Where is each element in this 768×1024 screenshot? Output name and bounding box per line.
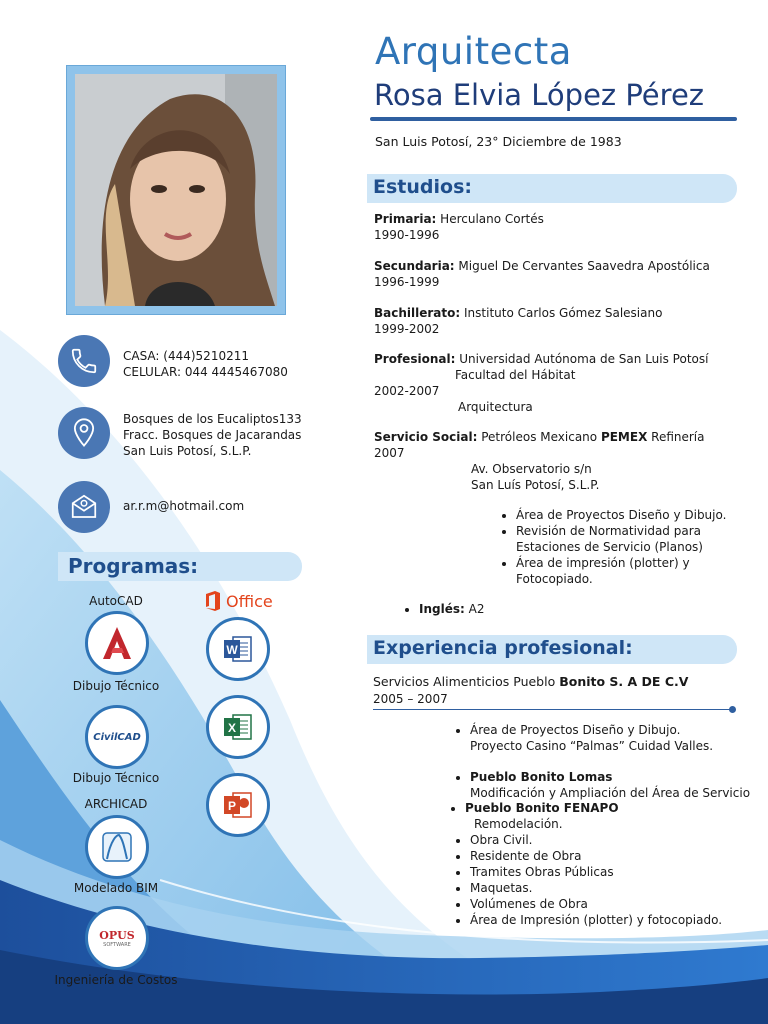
- experiencia-years: 2005 – 2007: [373, 692, 448, 706]
- archicad-label: ARCHICAD: [84, 797, 148, 811]
- location-pin-icon: [58, 407, 110, 459]
- company-name: Servicios Alimenticios Pueblo: [373, 674, 560, 689]
- address-line-3: San Luis Potosí, S.L.P.: [123, 444, 252, 458]
- profesional-entry: [374, 351, 708, 415]
- servicio-company: Petróleos Mexicano: [477, 430, 601, 444]
- bachillerato-school: Instituto Carlos Gómez Salesiano: [460, 306, 663, 320]
- estudios-header: [367, 174, 737, 203]
- powerpoint-icon: [221, 788, 255, 822]
- experiencia-title: Experiencia profesional:: [373, 637, 633, 659]
- profesional-label: Profesional:: [374, 352, 456, 366]
- list-item: • Área de impresión (plotter) y Fotocopiado.: [516, 555, 733, 587]
- lomas-title: Pueblo Bonito Lomas: [470, 770, 613, 784]
- word-logo: [206, 617, 270, 681]
- bachillerato-label: Bachillerato:: [374, 306, 461, 320]
- birth-info: San Luis Potosí, 23° Diciembre de 1983: [375, 134, 622, 149]
- excel-logo: [206, 695, 270, 759]
- autocad-logo: [85, 611, 149, 675]
- autocad-caption: Dibujo Técnico: [72, 679, 160, 693]
- job-title: Arquitecta: [375, 30, 572, 73]
- list-item: [470, 722, 752, 754]
- opus-caption: Ingeniería de Costos: [54, 973, 178, 987]
- profile-photo-frame: [66, 65, 286, 315]
- opus-subtext: SOFTWARE: [103, 941, 131, 948]
- profesional-career: Arquitectura: [458, 400, 533, 414]
- phone-icon: [58, 335, 110, 387]
- list-item: • Residente de Obra: [470, 848, 752, 864]
- civilcad-caption: Dibujo Técnico: [72, 771, 160, 785]
- office-label: Office: [226, 591, 273, 611]
- phone-info: [123, 348, 288, 380]
- ingles-label: Inglés:: [419, 602, 465, 616]
- experiencia-list-2: [452, 769, 752, 801]
- estudios-title: Estudios:: [373, 176, 472, 198]
- title-divider: [370, 117, 737, 121]
- secundaria-label: Secundaria:: [374, 259, 455, 273]
- email-icon: [58, 481, 110, 533]
- ppt-letter: P: [227, 799, 237, 813]
- ingles-level: A2: [464, 602, 485, 616]
- bachillerato-entry: [374, 305, 662, 337]
- servicio-duties: [498, 507, 733, 587]
- list-item: • Maquetas.: [470, 880, 752, 896]
- opus-logo: [85, 906, 149, 970]
- excel-icon: [221, 710, 255, 744]
- profesional-years: 2002-2007: [374, 384, 440, 398]
- servicio-social-entry: [374, 429, 705, 493]
- address-info: [123, 411, 302, 459]
- civilcad-text: CivilCAD: [93, 731, 141, 743]
- word-letter: W: [226, 643, 238, 657]
- programas-header: [58, 552, 302, 581]
- list-item: • Revisión de Normatividad para Estaciones de Servicio (Planos): [516, 523, 733, 555]
- profile-photo: [75, 74, 277, 306]
- address-line-1: Bosques de los Eucaliptos133: [123, 412, 302, 426]
- archicad-caption: Modelado BIM: [73, 881, 159, 895]
- company-name-bold: Bonito S. A DE C.V: [559, 674, 689, 689]
- profesional-faculty: Facultad del Hábitat: [455, 368, 576, 382]
- office-logo: [204, 590, 273, 612]
- word-icon: [221, 632, 255, 666]
- fenapo-desc: Remodelación.: [474, 817, 563, 831]
- servicio-addr-2: San Luís Potosí, S.L.P.: [471, 478, 600, 492]
- office-icon: [204, 590, 222, 612]
- autocad-label: AutoCAD: [89, 594, 143, 608]
- experiencia-header: [367, 635, 737, 664]
- archicad-icon: [97, 827, 137, 867]
- primaria-school: Herculano Cortés: [436, 212, 544, 226]
- secundaria-entry: [374, 258, 710, 290]
- servicio-place: Refinería: [647, 430, 705, 444]
- divider-dot: [729, 706, 736, 713]
- servicio-year: 2007: [374, 446, 405, 460]
- profesional-school: Universidad Autónoma de San Luis Potosí: [455, 352, 709, 366]
- lomas-desc: Modificación y Ampliación del Área de Servicio: [470, 786, 751, 800]
- email-address[interactable]: ar.r.m@hotmail.com: [123, 499, 245, 513]
- experiencia-list-3: [447, 800, 747, 832]
- list-item: [465, 800, 747, 832]
- address-line-2: Fracc. Bosques de Jacarandas: [123, 428, 302, 442]
- servicio-addr-1: Av. Observatorio s/n: [471, 462, 592, 476]
- primaria-label: Primaria:: [374, 212, 437, 226]
- ingles-entry: [401, 601, 484, 617]
- secundaria-school: Miguel De Cervantes Saavedra Apostólica: [454, 259, 710, 273]
- civilcad-logo: [85, 705, 149, 769]
- fenapo-title: Pueblo Bonito FENAPO: [465, 801, 619, 815]
- experiencia-list-4: [452, 832, 752, 928]
- experiencia-company: [373, 674, 688, 690]
- experiencia-list-1: [452, 722, 752, 754]
- servicio-label: Servicio Social:: [374, 430, 478, 444]
- servicio-brand: PEMEX: [600, 430, 648, 444]
- powerpoint-logo: [206, 773, 270, 837]
- programas-title: Programas:: [68, 554, 199, 578]
- primaria-years: 1990-1996: [374, 228, 440, 242]
- person-name: Rosa Elvia López Pérez: [374, 78, 705, 112]
- bachillerato-years: 1999-2002: [374, 322, 440, 336]
- opus-text: OPUS: [99, 928, 135, 942]
- list-item: • Área de Impresión (plotter) y fotocopiado.: [470, 912, 752, 928]
- cell-phone: CELULAR: 044 4445467080: [123, 365, 288, 379]
- excel-letter: X: [227, 721, 237, 735]
- list-item: • Tramites Obras Públicas: [470, 864, 752, 880]
- list-item: • Área de Proyectos Diseño y Dibujo.: [516, 507, 733, 523]
- autocad-icon: [97, 623, 137, 663]
- list-item: • Obra Civil.: [470, 832, 752, 848]
- primaria-entry: [374, 211, 544, 243]
- item-text: Proyecto Casino “Palmas” Cuidad Valles.: [470, 739, 714, 753]
- item-text: • Área de Proyectos Diseño y Dibujo.: [470, 723, 681, 737]
- home-phone: CASA: (444)5210211: [123, 349, 249, 363]
- list-item: • Volúmenes de Obra: [470, 896, 752, 912]
- archicad-logo: [85, 815, 149, 879]
- experiencia-divider: [373, 709, 731, 710]
- secundaria-years: 1996-1999: [374, 275, 440, 289]
- list-item: [470, 769, 752, 801]
